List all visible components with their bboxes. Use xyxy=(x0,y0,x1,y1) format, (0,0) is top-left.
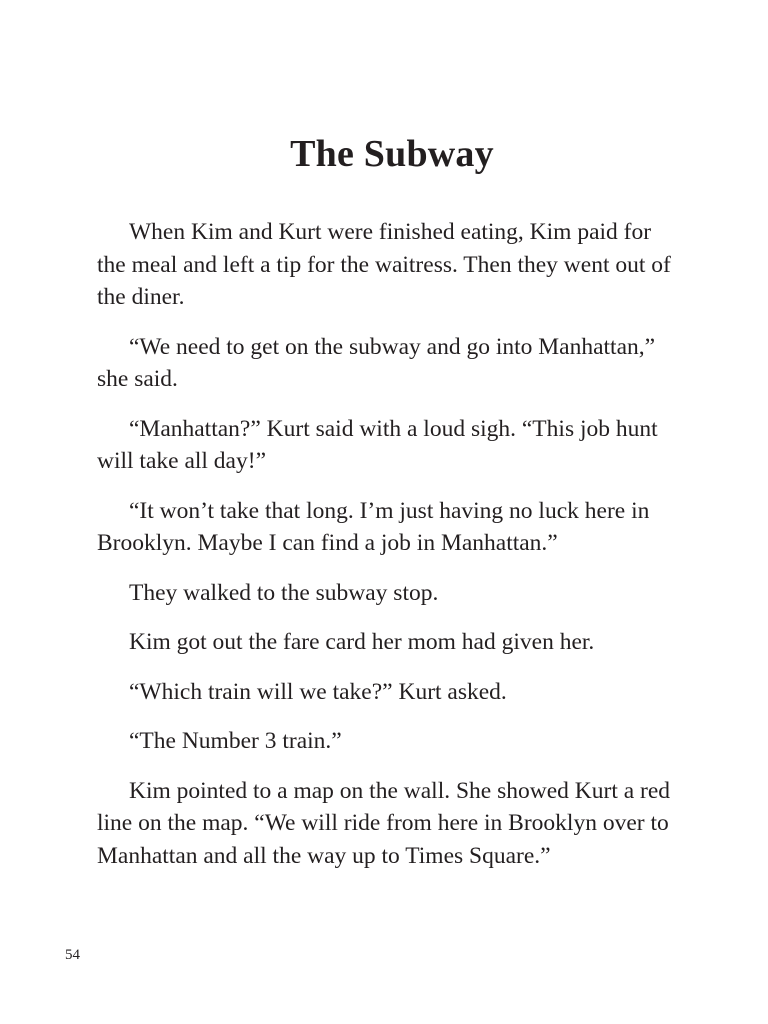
paragraph: “It won’t take that long. I’m just having no luck here in Brooklyn. Maybe I can find a job in Manhattan.” xyxy=(97,497,650,556)
paragraph: Kim pointed to a map on the wall. She showed Kurt a red line on the map. “We will ride from here in Brooklyn over to Manhattan and all the way up to Times Square.” xyxy=(97,777,671,869)
paragraph: “Manhattan?” Kurt said with a loud sigh. “This job hunt will take all day!” xyxy=(97,415,658,474)
chapter-body xyxy=(97,216,677,889)
paragraph: They walked to the subway stop. xyxy=(129,579,439,606)
page-number: 54 xyxy=(65,947,80,963)
paragraph: “We need to get on the subway and go into Manhattan,” she said. xyxy=(97,333,656,392)
paragraph: “Which train will we take?” Kurt asked. xyxy=(129,678,507,705)
paragraph: When Kim and Kurt were finished eating, Kim paid for the meal and left a tip for the waitress. Then they went out of the diner. xyxy=(97,219,671,310)
paragraph: Kim got out the fare card her mom had given her. xyxy=(129,629,595,655)
paragraph: “The Number 3 train.” xyxy=(129,728,342,754)
chapter-title: The Subway xyxy=(290,133,494,175)
